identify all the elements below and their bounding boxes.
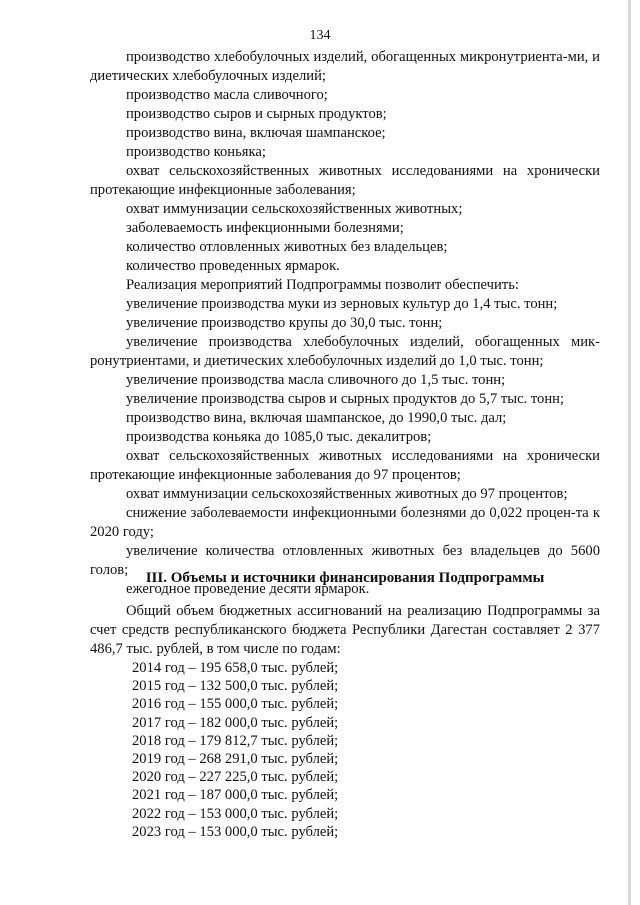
paragraph: увеличение производство крупы до 30,0 тыс. тонн;: [126, 315, 443, 331]
section-heading: III. Объемы и источники финансирования Подпрограммы: [145, 570, 545, 586]
paragraph: производство хлебобулочных изделий, обогащенных микронутриента-ми, и диетических хлебобулочных изделий;: [90, 49, 600, 84]
funding-year-item: 2020 год – 227 225,0 тыс. рублей;: [132, 769, 339, 786]
paragraph: увеличение производства муки из зерновых культур до 1,4 тыс. тонн;: [126, 296, 558, 312]
paragraph: производство масла сливочного;: [126, 87, 328, 103]
paragraph: охват сельскохозяйственных животных исследованиями на хронически протекающие инфекционные заболевания;: [90, 163, 600, 198]
funding-year-item: 2022 год – 153 000,0 тыс. рублей;: [132, 805, 339, 822]
paragraph: количество проведенных ярмарок.: [126, 258, 340, 274]
paragraph: увеличение количества отловленных животных без владельцев до 5600 голов;: [90, 543, 600, 578]
paragraph: производство вина, включая шампанское, до 1990,0 тыс. дал;: [126, 410, 507, 426]
funding-year-item: 2021 год – 187 000,0 тыс. рублей;: [132, 787, 339, 804]
funding-year-item: 2016 год – 155 000,0 тыс. рублей;: [132, 696, 339, 713]
paragraph: производства коньяка до 1085,0 тыс. декалитров;: [126, 429, 432, 445]
funding-year-item: 2018 год – 179 812,7 тыс. рублей;: [132, 732, 339, 749]
paragraph: увеличение производства сыров и сырных продуктов до 5,7 тыс. тонн;: [126, 391, 564, 407]
paragraph: производство сыров и сырных продуктов;: [126, 106, 387, 122]
paragraph: увеличение производства масла сливочного до 1,5 тыс. тонн;: [126, 372, 506, 388]
funding-by-year-list: [90, 659, 600, 841]
paragraph: ежегодное проведение десяти ярмарок.: [126, 581, 370, 597]
paragraph: охват иммунизации сельскохозяйственных животных до 97 процентов;: [126, 486, 568, 502]
funding-intro: Общий объем бюджетных ассигнований на реализацию Подпрограммы за счет средств республиканского бюджета Республики Дагестан составляет 2 377 486,7 тыс. рублей, в том числе по годам:: [90, 603, 600, 657]
paragraph: заболеваемость инфекционными болезнями;: [126, 220, 404, 236]
funding-year-item: 2015 год – 132 500,0 тыс. рублей;: [132, 678, 339, 695]
paragraph: производство вина, включая шампанское;: [126, 125, 386, 141]
scan-edge-mark: [628, 0, 631, 905]
paragraph: количество отловленных животных без владельцев;: [126, 239, 448, 255]
paragraph: охват иммунизации сельскохозяйственных животных;: [126, 201, 463, 217]
page-number: 134: [309, 28, 331, 43]
paragraph: увеличение производства хлебобулочных изделий, обогащенных мик-ронутриентами, и диетических хлебобулочных изделий до 1,0 тыс. тонн;: [90, 334, 600, 369]
funding-year-item: 2019 год – 268 291,0 тыс. рублей;: [132, 751, 339, 768]
paragraph: снижение заболеваемости инфекционными болезнями до 0,022 процен-та к 2020 году;: [90, 505, 600, 540]
body-text: [90, 48, 600, 599]
funding-year-item: 2017 год – 182 000,0 тыс. рублей;: [132, 714, 339, 731]
paragraph: охват сельскохозяйственных животных исследованиями на хронически протекающие инфекционные заболевания до 97 процентов;: [90, 448, 600, 483]
funding-year-item: 2014 год – 195 658,0 тыс. рублей;: [132, 660, 339, 676]
paragraph: Реализация мероприятий Подпрограммы позволит обеспечить:: [126, 277, 519, 293]
paragraph: производство коньяка;: [126, 144, 266, 160]
funding-section: [90, 602, 600, 841]
funding-year-item: 2023 год – 153 000,0 тыс. рублей;: [132, 823, 339, 840]
